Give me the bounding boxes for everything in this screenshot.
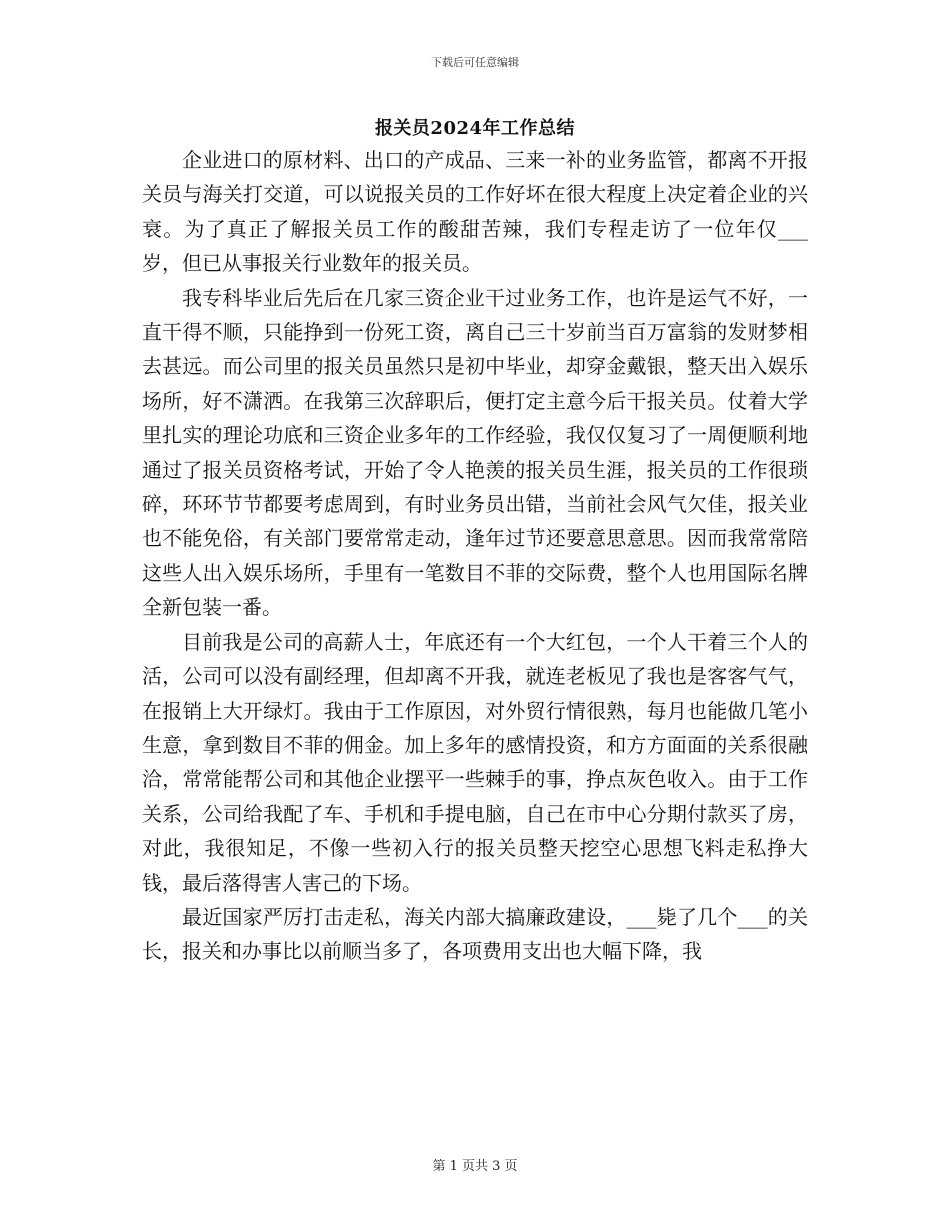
page-number: 第 1 页共 3 页 xyxy=(432,1159,518,1174)
paragraph: 企业进口的原材料、出口的产成品、三来一补的业务监管，都离不开报关员与海关打交道，可以说报关员的工作好坏在很大程度上决定着企业的兴衰。为了真正了解报关员工作的酸甜苦辣，我们专程走访了一位年仅___岁，但已从事报关行业数年的报关员。 xyxy=(142,148,808,276)
paragraph: 最近国家严厉打击走私，海关内部大搞廉政建设，___毙了几个___的关长，报关和办事比以前顺当多了，各项费用支出也大幅下降，我 xyxy=(142,904,808,964)
document-body xyxy=(142,143,808,969)
page-header-note: 下载后可任意编辑 xyxy=(431,56,519,69)
document-title: 报关员2024年工作总结 xyxy=(374,118,576,139)
paragraph: 目前我是公司的高薪人士，年底还有一个大红包，一个人干着三个人的活，公司可以没有副经理，但却离不开我，就连老板见了我也是客客气气，在报销上大开绿灯。我由于工作原因，对外贸行情很熟，每月也能做几笔小生意，拿到数目不菲的佣金。加上多年的感情投资，和方方面面的关系很融洽，常常能帮公司和其他企业摆平一些棘手的事，挣点灰色收入。由于工作关系，公司给我配了车、手机和手提电脑，自己在市中心分期付款买了房，对此，我很知足，不像一些初入行的报关员整天挖空心思想飞料走私挣大钱，最后落得害人害己的下场。 xyxy=(142,629,808,895)
paragraph: 我专科毕业后先后在几家三资企业干过业务工作，也许是运气不好，一直干得不顺，只能挣到一份死工资，离自己三十岁前当百万富翁的发财梦相去甚远。而公司里的报关员虽然只是初中毕业，却穿金戴银，整天出入娱乐场所，好不潇洒。在我第三次辞职后，便打定主意今后干报关员。仗着大学里扎实的理论功底和三资企业多年的工作经验，我仅仅复习了一周便顺利地通过了报关员资格考试，开始了令人艳羡的报关员生涯，报关员的工作很琐碎，环环节节都要考虑周到，有时业务员出错，当前社会风气欠佳，报关业也不能免俗，有关部门要常常走动，逢年过节还要意思意思。因而我常常陪这些人出入娱乐场所，手里有一笔数目不菲的交际费，整个人也用国际名牌全新包装一番。 xyxy=(142,285,808,620)
